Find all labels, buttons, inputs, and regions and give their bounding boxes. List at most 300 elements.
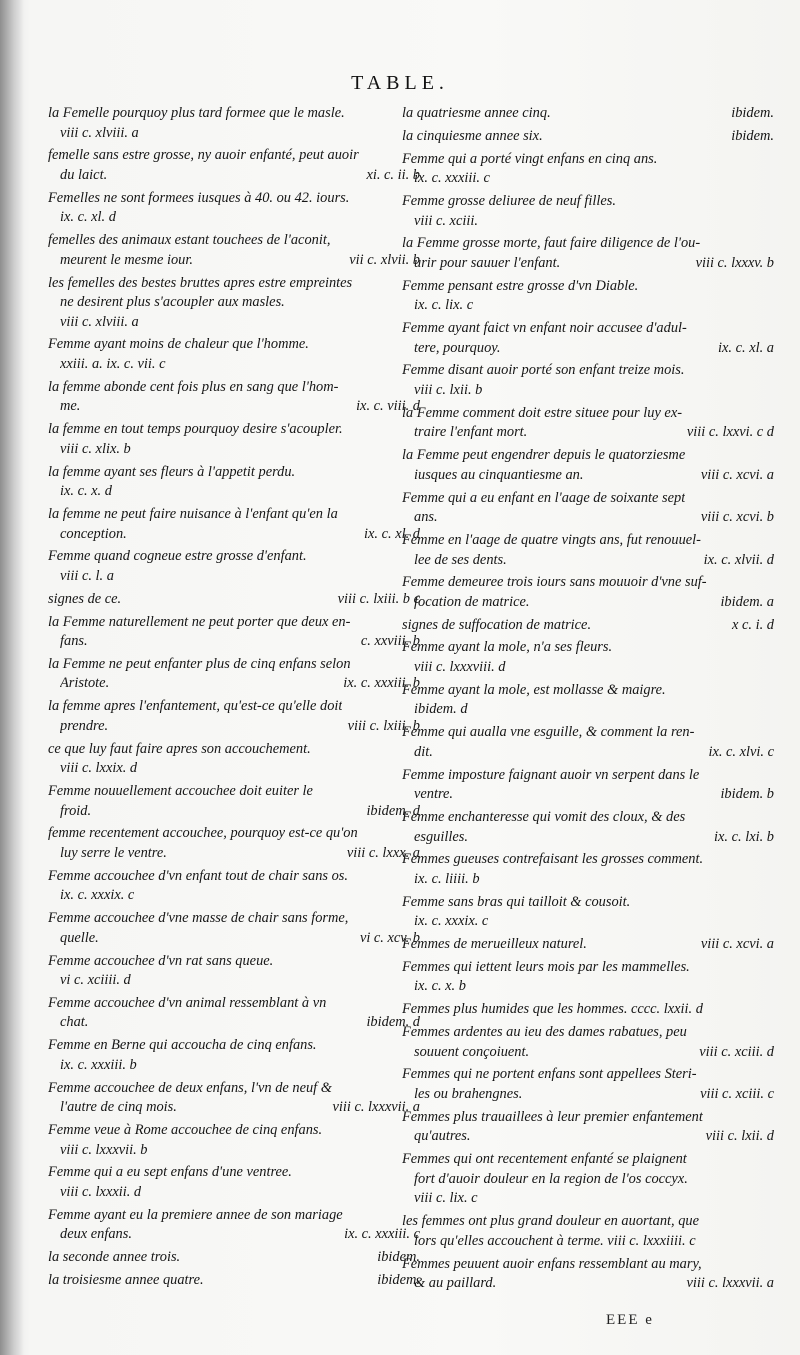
index-entry-line: [402, 828, 774, 848]
index-entry-line: [402, 489, 774, 509]
entry-reference: ibidem. b: [720, 786, 774, 803]
index-entry: [402, 681, 774, 720]
entry-text: ix. c. x. b: [414, 978, 466, 995]
index-entry-line: [48, 867, 420, 887]
entry-text: Femmes plus humides que les hommes. cccc. lxxii. d: [402, 1001, 703, 1018]
index-entry-line: [48, 525, 420, 545]
index-entry-line: [48, 146, 420, 166]
index-entry: [48, 590, 420, 610]
entry-text: l'autre de cinq mois.: [60, 1099, 177, 1116]
entry-text: viii c. lxxxviii. d: [414, 659, 506, 676]
index-entry-line: [402, 104, 774, 124]
entry-text: xxiii. a. ix. c. vii. c: [60, 356, 166, 373]
index-entry: [402, 573, 774, 612]
entry-text: lors qu'elles accouchent à terme. viii c. lxxxiiii. c: [414, 1232, 696, 1249]
index-entry: [402, 893, 774, 932]
index-entry: [48, 697, 420, 736]
entry-text: viii c. lxxxvii. b: [60, 1141, 148, 1158]
index-entry-line: [48, 378, 420, 398]
entry-text: vi c. xciiii. d: [60, 972, 131, 989]
index-entry: [402, 192, 774, 231]
index-entry-line: [48, 124, 420, 144]
index-entry: [402, 1065, 774, 1104]
entry-text: Femme accouchee d'vne masse de chair sans forme,: [48, 910, 349, 927]
index-entry: [402, 1023, 774, 1062]
index-entry: [48, 505, 420, 544]
index-entry-line: [402, 531, 774, 551]
entry-text: urir pour sauuer l'enfant.: [414, 254, 561, 271]
entry-text: traire l'enfant mort.: [414, 424, 528, 441]
entry-text: dit.: [414, 743, 433, 760]
index-entry: [48, 146, 420, 185]
index-entry-line: [402, 234, 774, 254]
entry-text: la Femme grosse morte, faut faire diligence de l'ou-: [402, 235, 701, 252]
index-entry-line: [402, 573, 774, 593]
index-entry: [402, 1150, 774, 1209]
entry-text: les ou brahengnes.: [414, 1086, 523, 1102]
index-entry-line: [48, 782, 420, 802]
index-entry: [402, 1255, 774, 1294]
index-entry: [402, 808, 774, 847]
index-entry-line: [48, 632, 420, 652]
entry-reference: vii c. xlvii. b: [349, 251, 420, 268]
entry-text: Femme en Berne qui accoucha de cinq enfans.: [48, 1037, 317, 1054]
entry-reference: ibidem. d: [366, 1014, 420, 1031]
entry-text: les femmes ont plus grand douleur en auortant, que: [402, 1213, 699, 1230]
entry-text: ix. c. xl. d: [60, 209, 116, 226]
entry-text: viii c. lix. c: [414, 1190, 478, 1207]
entry-text: ans.: [414, 509, 438, 526]
entry-reference: viii c. xcvi. b: [700, 509, 774, 526]
entry-text: ce que luy faut faire apres son accouchement.: [48, 740, 311, 757]
index-entry: [402, 935, 774, 955]
index-entry-line: [48, 740, 420, 760]
index-entry-line: [402, 723, 774, 743]
index-entry-line: [402, 423, 774, 443]
entry-reference: viii c. lxii. d: [705, 1128, 774, 1145]
index-entry-line: [402, 658, 774, 678]
entry-reference: viii c. lxxxv. b: [695, 254, 774, 271]
entry-text: viii c. xlix. b: [60, 440, 131, 457]
entry-text: iusques au cinquantiesme an.: [414, 466, 584, 483]
entry-text: prendre.: [60, 717, 109, 734]
index-entry-line: [48, 251, 420, 271]
index-entry-line: [402, 1043, 774, 1063]
index-entry: [402, 958, 774, 997]
index-entry: [402, 127, 774, 147]
index-entry-line: [402, 1085, 774, 1105]
entry-reference: viii c. xcvi. a: [700, 466, 774, 483]
entry-text: ix. c. xxxiii. c: [414, 170, 490, 187]
index-entry-line: [402, 508, 774, 528]
index-entry: [402, 489, 774, 528]
entry-reference: viii c. xciii. c: [700, 1086, 774, 1102]
index-entry-line: [402, 150, 774, 170]
entry-text: tere, pourquoy.: [414, 339, 501, 356]
index-entry-line: [48, 335, 420, 355]
entry-text: quelle.: [60, 929, 99, 946]
index-entry: [402, 850, 774, 889]
index-entry-line: [402, 192, 774, 212]
entry-text: conception.: [60, 525, 127, 542]
index-entry: [402, 1212, 774, 1251]
entry-text: Femme qui a porté vingt enfans en cinq ans.: [402, 150, 658, 167]
entry-reference: x c. i. d: [732, 616, 774, 633]
entry-text: la quatriesme annee cinq.: [402, 105, 551, 121]
index-entry-line: [402, 466, 774, 486]
entry-text: lee de ses dents.: [414, 551, 507, 568]
entry-text: ix. c. lix. c: [414, 297, 474, 314]
entry-text: Femme grosse deliuree de neuf filles.: [402, 192, 616, 209]
entry-reference: viii c. lxxvi. c d: [686, 424, 774, 441]
entry-text: viii c. lxii. b: [414, 382, 483, 399]
entry-text: ix. c. xxxiii. b: [60, 1056, 137, 1073]
entry-reference: ix. c. xxxiii. c: [344, 1226, 420, 1243]
entry-text: Femme qui a eu enfant en l'aage de soixante sept: [402, 489, 686, 506]
entry-text: Femmes qui iettent leurs mois par les mammelles.: [402, 958, 690, 975]
index-entry: [402, 723, 774, 762]
entry-text: Femme disant auoir porté son enfant treize mois.: [402, 362, 685, 379]
index-entry-line: [48, 1098, 420, 1118]
index-entry: [48, 1163, 420, 1202]
entry-text: ne desirent plus s'acoupler aux masles.: [60, 294, 285, 311]
index-entry-line: [48, 463, 420, 483]
index-entry-line: [402, 254, 774, 274]
index-entry-line: [48, 886, 420, 906]
entry-text: ix. c. x. d: [60, 483, 112, 500]
index-entry: [402, 1000, 774, 1020]
index-entry-line: [48, 231, 420, 251]
entry-text: ix. c. xxxix. c: [414, 913, 489, 930]
index-entry: [402, 319, 774, 358]
entry-text: Femme pensant estre grosse d'vn Diable.: [402, 277, 639, 294]
index-entry-line: [48, 208, 420, 228]
entry-text: la femme abonde cent fois plus en sang que l'hom-: [48, 378, 339, 395]
index-entry-line: [48, 1248, 420, 1268]
index-entry-line: [48, 802, 420, 822]
entry-text: Femmes qui ont recentement enfanté se plaignent: [402, 1151, 687, 1168]
index-entry-line: [48, 1271, 420, 1291]
index-entry-line: [48, 697, 420, 717]
index-entry-line: [48, 1013, 420, 1033]
index-entry-line: [48, 759, 420, 779]
entry-text: Femmes ardentes au ieu des dames rabatues, peu: [402, 1024, 687, 1041]
index-entry-line: [402, 616, 774, 636]
entry-reference: viii c. lxiii. b c: [337, 590, 420, 607]
entry-text: qu'autres.: [414, 1128, 471, 1145]
entry-text: souuent conçoiuent.: [414, 1043, 530, 1060]
index-entry-line: [48, 274, 420, 294]
entry-text: la femme ne peut faire nuisance à l'enfant qu'en la: [48, 505, 338, 522]
index-entry: [48, 1121, 420, 1160]
index-entry-line: [48, 166, 420, 186]
entry-text: deux enfans.: [60, 1226, 132, 1243]
entry-text: femme recentement accouchee, pourquoy est-ce qu'on: [48, 825, 358, 842]
index-entry: [48, 994, 420, 1033]
index-entry-line: [48, 104, 420, 124]
index-entry-line: [48, 505, 420, 525]
entry-text: Femme accouchee d'vn animal ressemblant à vn: [48, 994, 327, 1011]
entry-text: la seconde annee trois.: [48, 1249, 181, 1266]
index-entry-line: [402, 1108, 774, 1128]
index-entry: [48, 274, 420, 333]
index-entry-line: [402, 212, 774, 232]
index-entry-line: [48, 1141, 420, 1161]
index-entry: [402, 1108, 774, 1147]
entry-text: ventre.: [414, 786, 454, 803]
index-entry-line: [48, 1183, 420, 1203]
index-entry-line: [402, 1170, 774, 1190]
entry-text: meurent le mesme iour.: [60, 251, 193, 268]
entry-text: Femme accouchee d'vn enfant tout de chair sans os.: [48, 867, 349, 884]
entry-text: viii c. xlviii. a: [60, 313, 139, 330]
entry-text: Femmes plus trauaillees à leur premier enfantement: [402, 1108, 703, 1125]
index-entry-line: [48, 189, 420, 209]
entry-reference: ibidem. a: [720, 593, 774, 610]
entry-text: femelles des animaux estant touchees de l'aconit,: [48, 232, 331, 249]
index-entry: [402, 766, 774, 805]
index-entry-line: [402, 1150, 774, 1170]
index-entry: [48, 231, 420, 270]
entry-text: Aristote.: [60, 675, 110, 692]
index-entry: [402, 361, 774, 400]
entry-text: les femelles des bestes bruttes apres estre empreintes: [48, 274, 353, 291]
index-entry: [402, 234, 774, 273]
index-entry: [402, 150, 774, 189]
index-entry-line: [402, 958, 774, 978]
index-entry-line: [48, 844, 420, 864]
index-entry-line: [402, 277, 774, 297]
index-entry: [48, 824, 420, 863]
entry-text: viii c. l. a: [60, 567, 114, 584]
entry-text: la femme en tout temps pourquoy desire s'acoupler.: [48, 421, 343, 438]
entry-text: Femme ayant la mole, est mollasse & maigre.: [402, 681, 666, 698]
entry-text: Femme en l'aage de quatre vingts ans, fut renouuel-: [402, 531, 701, 548]
index-entry: [48, 1271, 420, 1291]
entry-text: Femme ayant eu la premiere annee de son mariage: [48, 1206, 343, 1223]
index-entry: [402, 104, 774, 124]
index-entry-line: [48, 440, 420, 460]
entry-text: Femme qui aualla vne esguille, & comment la ren-: [402, 724, 695, 741]
entry-text: Femme sans bras qui tailloit & cousoit.: [402, 893, 631, 910]
entry-reference: ix. c. xl. d: [364, 525, 420, 542]
entry-text: froid.: [60, 802, 92, 819]
index-entry: [48, 909, 420, 948]
index-entry: [402, 404, 774, 443]
entry-text: Femme ayant moins de chaleur que l'homme.: [48, 336, 309, 353]
index-entry-line: [402, 127, 774, 147]
index-entry-line: [402, 1023, 774, 1043]
index-column-left: [48, 104, 420, 1294]
index-entry-line: [48, 717, 420, 737]
entry-reference: ix. c. xlvi. c: [708, 743, 774, 760]
entry-reference: viii c. xcvi. a: [700, 936, 774, 953]
catchword: EEE e: [606, 1312, 654, 1328]
index-entry-line: [48, 313, 420, 333]
index-entry: [48, 952, 420, 991]
index-entry: [48, 613, 420, 652]
entry-reference: ix. c. viii. d: [356, 398, 420, 415]
entry-text: Femme ayant la mole, n'a ses fleurs.: [402, 639, 613, 656]
entry-text: Femelles ne sont formees iusques à 40. ou 42. iours.: [48, 189, 350, 206]
entry-text: Femme qui a eu sept enfans d'une ventree.: [48, 1164, 292, 1181]
entry-text: Femme accouchee d'vn rat sans queue.: [48, 952, 274, 969]
index-entry-line: [48, 420, 420, 440]
page-title: TABLE.: [351, 72, 449, 94]
index-entry-line: [402, 977, 774, 997]
book-gutter-shadow: [0, 0, 24, 1355]
index-entry-line: [402, 1000, 774, 1020]
index-entry-line: [48, 293, 420, 313]
entry-text: Femmes de merueilleux naturel.: [402, 936, 587, 953]
entry-reference: viii c. lxxxvii. a: [332, 1099, 420, 1116]
entry-text: fans.: [60, 633, 88, 650]
entry-text: viii c. xlviii. a: [60, 124, 139, 141]
entry-text: la Femme ne peut enfanter plus de cinq enfans selon: [48, 655, 351, 672]
index-entry-line: [48, 590, 420, 610]
entry-reference: viii c. lxiii. b: [347, 717, 420, 734]
entry-text: ix. c. xxxix. c: [60, 887, 135, 904]
index-entry-line: [48, 674, 420, 694]
index-entry-line: [48, 824, 420, 844]
index-entry: [402, 531, 774, 570]
index-entry: [48, 782, 420, 821]
index-entry-line: [402, 1255, 774, 1275]
index-entry-line: [48, 952, 420, 972]
entry-text: fort d'auoir douleur en la region de l'os coccyx.: [414, 1170, 688, 1187]
index-entry-line: [48, 1206, 420, 1226]
index-entry-line: [402, 1232, 774, 1252]
entry-text: la Femme peut engendrer depuis le quatorziesme: [402, 447, 686, 464]
index-entry: [48, 1248, 420, 1268]
index-entry-line: [48, 971, 420, 991]
index-entry-line: [48, 1079, 420, 1099]
entry-reference: ix. c. xlvii. d: [703, 551, 774, 568]
index-entry: [402, 277, 774, 316]
index-entry-line: [48, 397, 420, 417]
index-entry-line: [402, 404, 774, 424]
entry-text: la femme apres l'enfantement, qu'est-ce qu'elle doit: [48, 698, 343, 715]
index-entry-line: [402, 551, 774, 571]
index-entry-line: [402, 1127, 774, 1147]
index-entry-line: [402, 446, 774, 466]
entry-text: focation de matrice.: [414, 593, 530, 610]
entry-reference: ibidem.: [377, 1271, 420, 1288]
entry-reference: xi. c. ii. b: [366, 166, 420, 183]
entry-text: Femme imposture faignant auoir vn serpent dans le: [402, 766, 700, 783]
entry-reference: ix. c. xxxiii. b: [343, 675, 420, 692]
index-entry-line: [48, 613, 420, 633]
entry-text: & au paillard.: [414, 1275, 497, 1292]
index-entry-line: [402, 808, 774, 828]
index-entry-line: [48, 547, 420, 567]
index-entry-line: [402, 339, 774, 359]
index-entry: [48, 420, 420, 459]
index-entry: [48, 1206, 420, 1245]
index-entry: [48, 547, 420, 586]
entry-reference: ix. c. xl. a: [718, 339, 774, 356]
index-entry: [48, 189, 420, 228]
index-entry: [48, 1079, 420, 1118]
index-entry: [48, 740, 420, 779]
index-entry-line: [402, 850, 774, 870]
entry-text: Femmes gueuses contrefaisant les grosses comment.: [402, 851, 704, 868]
index-entry-line: [402, 870, 774, 890]
index-entry-line: [402, 1065, 774, 1085]
index-entry-line: [402, 593, 774, 613]
index-entry-line: [402, 319, 774, 339]
index-entry: [48, 1036, 420, 1075]
index-entry-line: [402, 638, 774, 658]
entry-text: viii c. xciii.: [414, 212, 478, 229]
entry-text: Femmes peuuent auoir enfans ressemblant au mary,: [402, 1255, 702, 1272]
index-entry-line: [402, 1189, 774, 1209]
index-entry: [48, 104, 420, 143]
entry-reference: viii c. xciii. d: [699, 1043, 774, 1060]
index-entry-line: [402, 296, 774, 316]
index-entry-line: [48, 994, 420, 1014]
entry-reference: ibidem.: [377, 1249, 420, 1266]
entry-text: luy serre le ventre.: [60, 844, 167, 861]
entry-text: esguilles.: [414, 828, 468, 845]
index-entry: [402, 616, 774, 636]
index-entry: [402, 446, 774, 485]
entry-text: la Femme comment doit estre situee pour luy ex-: [402, 404, 682, 421]
entry-reference: ibidem.: [731, 105, 774, 121]
index-entry: [48, 655, 420, 694]
index-entry-line: [402, 1274, 774, 1294]
index-entry-line: [48, 1056, 420, 1076]
entry-text: la troisiesme annee quatre.: [48, 1271, 204, 1288]
entry-text: signes de suffocation de matrice.: [402, 616, 592, 633]
entry-text: chat.: [60, 1014, 89, 1031]
index-entry-line: [48, 1121, 420, 1141]
index-entry-line: [48, 909, 420, 929]
index-entry-line: [402, 681, 774, 701]
entry-text: Femmes qui ne portent enfans sont appellees Steri-: [402, 1066, 697, 1083]
entry-text: Femme veue à Rome accouchee de cinq enfans.: [48, 1122, 323, 1138]
index-entry-line: [48, 929, 420, 949]
entry-reference: viii c. lxxx. a: [346, 844, 420, 861]
entry-text: la Femelle pourquoy plus tard formee que le masle.: [48, 105, 345, 121]
entry-text: Femme nouuellement accouchee doit euiter le: [48, 783, 313, 799]
index-entry: [402, 638, 774, 677]
index-entry-line: [402, 743, 774, 763]
index-entry: [48, 335, 420, 374]
entry-text: viii c. lxxxii. d: [60, 1183, 142, 1200]
index-entry-line: [402, 785, 774, 805]
entry-reference: viii c. lxxxvii. a: [686, 1275, 774, 1292]
index-entry: [48, 378, 420, 417]
index-entry-line: [48, 482, 420, 502]
index-entry-line: [402, 169, 774, 189]
index-entry: [48, 867, 420, 906]
index-entry-line: [402, 1212, 774, 1232]
index-entry-line: [402, 935, 774, 955]
index-entry-line: [402, 912, 774, 932]
entry-reference: ibidem.: [731, 127, 774, 144]
index-entry-line: [48, 355, 420, 375]
index-entry-line: [402, 766, 774, 786]
entry-reference: ibidem. d: [366, 802, 420, 819]
index-entry: [48, 463, 420, 502]
index-entry-line: [48, 655, 420, 675]
index-entry-line: [402, 700, 774, 720]
index-entry-line: [48, 1163, 420, 1183]
entry-text: la cinquiesme annee six.: [402, 127, 543, 144]
index-entry-line: [402, 381, 774, 401]
index-entry-line: [402, 361, 774, 381]
